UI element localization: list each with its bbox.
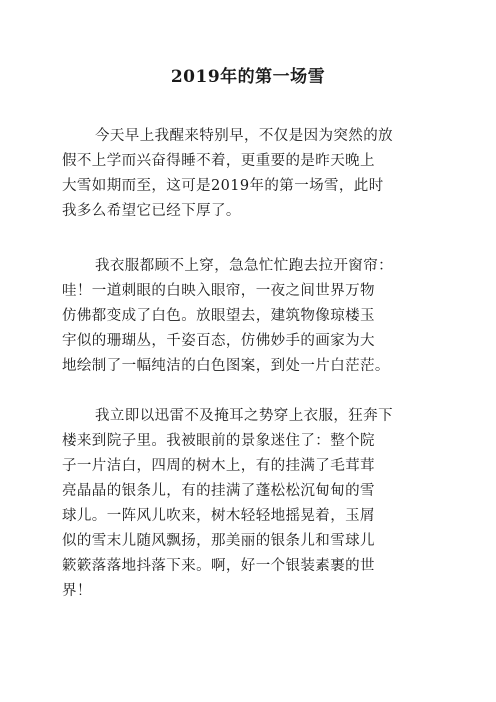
paragraph-line: 似的雪末儿随风飘扬，那美丽的银条儿和雪球儿 [62, 533, 375, 549]
document-title: 2019年的第一场雪 [170, 67, 326, 87]
paragraph-line: 假不上学而兴奋得睡不着，更重要的是昨天晚上 [62, 153, 375, 169]
paragraph-line: 宇似的珊瑚丛，千姿百态，仿佛妙手的画家为大 [62, 333, 375, 349]
paragraph-line: 我多么希望它已经下厚了。 [62, 203, 241, 219]
paragraph-line: 大雪如期而至，这可是2019年的第一场雪，此时 [62, 178, 384, 194]
paragraph-line: 我衣服都顾不上穿，急急忙忙跑去拉开窗帘： [95, 258, 393, 274]
paragraph-line: 我立即以迅雷不及掩耳之势穿上衣服，狂奔下 [95, 408, 393, 424]
paragraph-line: 今天早上我醒来特别早，不仅是因为突然的放 [95, 128, 393, 144]
paragraph-line: 界！ [62, 583, 92, 599]
paragraph-line: 亮晶晶的银条儿，有的挂满了蓬松松沉甸甸的雪 [62, 483, 375, 499]
paragraph-line: 地绘制了一幅纯洁的白色图案，到处一片白茫茫。 [62, 358, 390, 374]
paragraph-line: 簌簌落落地抖落下来。啊，好一个银装素裹的世 [62, 558, 375, 574]
paragraph-line: 球儿。一阵风儿吹来，树木轻轻地摇晃着，玉屑 [62, 508, 375, 524]
paragraph-line: 仿佛都变成了白色。放眼望去，建筑物像琼楼玉 [62, 308, 375, 324]
paragraph-line: 哇！一道刺眼的白映入眼帘，一夜之间世界万物 [62, 283, 375, 299]
paragraph-line: 子一片洁白，四周的树木上，有的挂满了毛茸茸 [62, 458, 375, 474]
paragraph-line: 楼来到院子里。我被眼前的景象迷住了：整个院 [62, 433, 375, 449]
